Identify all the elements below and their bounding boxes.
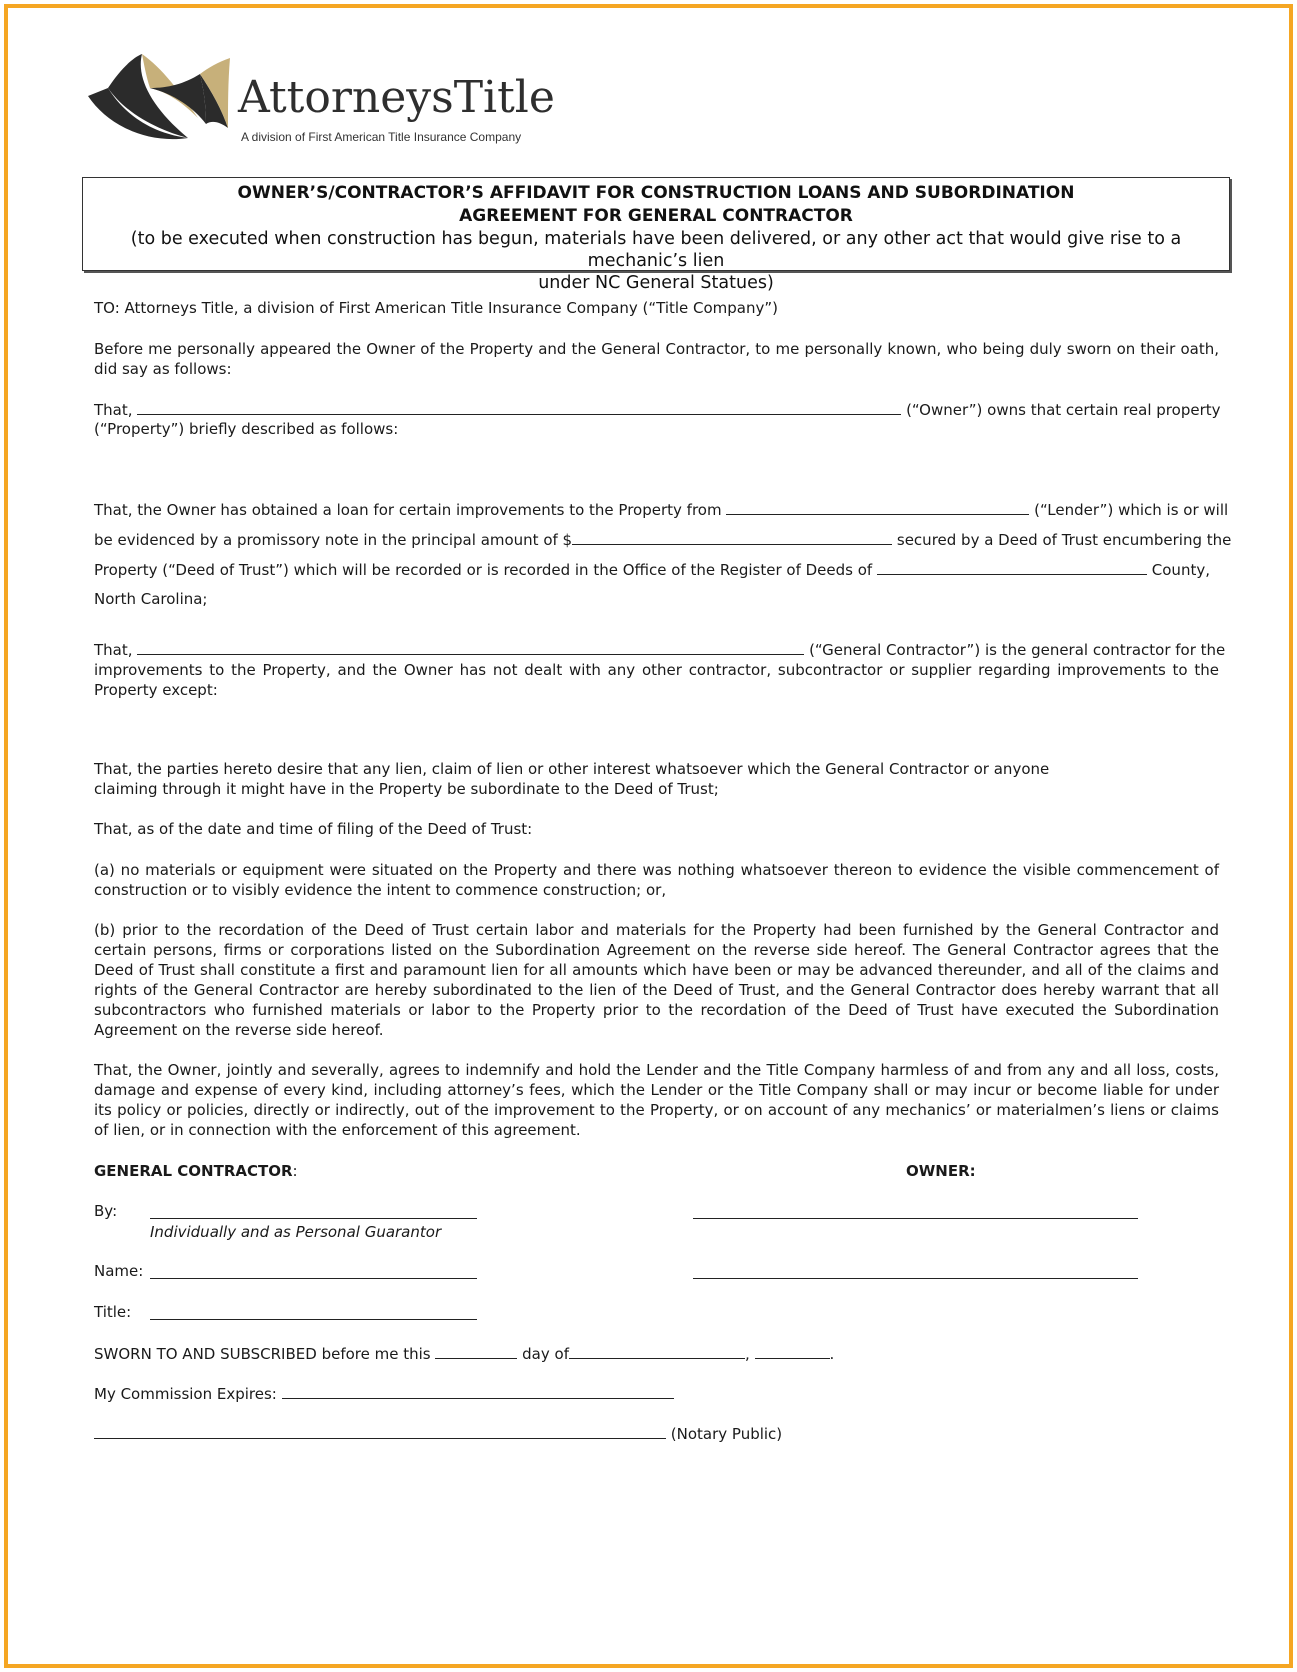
commission-expires-field[interactable] [282, 1383, 674, 1399]
by-caption: Individually and as Personal Guarantor [150, 1223, 442, 1241]
owner-line-2: (“Property”) briefly described as follows: [94, 420, 399, 438]
sworn-line [94, 1343, 1219, 1364]
document-subtitle-line-1: (to be executed when construction has begun, materials have been delivered, or any other act that would give rise to a mechanic’s lien [130, 229, 1182, 271]
owner-signature-line-2[interactable] [693, 1278, 1138, 1279]
title-label: Title: [94, 1303, 132, 1321]
document-subtitle-line-2: under NC General Statues) [538, 273, 774, 293]
gc-suffix: (“General Contractor”) is the general contractor for the [809, 641, 1226, 659]
loan-line-3 [94, 559, 1219, 580]
general-contractor-name-field[interactable] [137, 639, 804, 655]
to-line: TO: Attorneys Title, a division of First American Title Insurance Company (“Title Company”) [94, 299, 779, 317]
document-title-box [82, 177, 1230, 293]
document-page [8, 8, 1289, 1664]
gc-heading-colon: : [292, 1162, 298, 1180]
notary-signature-field[interactable] [94, 1423, 666, 1439]
owner-suffix: (“Owner”) owns that certain real property [906, 401, 1221, 419]
sworn-comma: , [744, 1345, 750, 1363]
logo-tagline: A division of First American Title Insurance Company [241, 130, 522, 144]
page-frame [4, 4, 1293, 1668]
paragraph-a: (a) no materials or equipment were situated on the Property and there was nothing whatsoever thereon to evidence the visible commencement of construction or to visibly evidence the intent to commence construction; or, [94, 861, 1219, 899]
gc-name-line[interactable] [150, 1278, 477, 1279]
county-field[interactable] [877, 559, 1147, 575]
company-logo [88, 48, 568, 158]
sworn-day-of: day of [522, 1345, 569, 1363]
name-label: Name: [94, 1262, 144, 1280]
intro-paragraph: Before me personally appeared the Owner of the Property and the General Contractor, to me personally known, who being duly sworn on their oath, did say as follows: [94, 340, 1219, 378]
principal-amount-field[interactable] [572, 529, 892, 545]
gc-prefix: That, [94, 641, 133, 659]
loan-line-3-suffix: County, [1151, 561, 1210, 579]
document-title-line-1: OWNER’S/CONTRACTOR’S AFFIDAVIT FOR CONSTRUCTION LOANS AND SUBORDINATION [237, 183, 1075, 203]
lender-name-field[interactable] [726, 499, 1029, 515]
loan-line-3-prefix: Property (“Deed of Trust”) which will be recorded or is recorded in the Office of the Register of Deeds of [94, 561, 873, 579]
as-of-line: That, as of the date and time of filing of the Deed of Trust: [94, 820, 533, 838]
gc-signature-heading [94, 1161, 494, 1181]
commission-label: My Commission Expires: [94, 1385, 277, 1403]
notary-label: (Notary Public) [670, 1425, 783, 1443]
sworn-prefix: SWORN TO AND SUBSCRIBED before me this [94, 1345, 431, 1363]
logo-mark-icon [88, 48, 238, 148]
subordinate-line-1: That, the parties hereto desire that any lien, claim of lien or other interest whatsoever which the General Contractor or anyone [94, 760, 1050, 778]
gc-by-signature-line[interactable] [150, 1218, 477, 1219]
notary-line [94, 1423, 1219, 1444]
owner-prefix: That, [94, 401, 133, 419]
gc-line-1 [94, 639, 1226, 660]
indemnify-paragraph: That, the Owner, jointly and severally, agrees to indemnify and hold the Lender and the Title Company harmless of and from any and all loss, costs, damage and expense of every kind, including attorney’s fees, which the Lender or the Title Company shall or may incur or become liable for under its policy or policies, directly or indirectly, out of the improvement to the Property, or on account of any mechanics’ or materialmen’s liens or claims of lien, or in connection with the enforcement of this agreement. [94, 1061, 1219, 1139]
logo-name: AttorneysTitle [238, 72, 555, 123]
loan-line-2-suffix: secured by a Deed of Trust encumbering the [896, 531, 1232, 549]
document-title-line-2: AGREEMENT FOR GENERAL CONTRACTOR [459, 206, 853, 226]
gc-title-line[interactable] [150, 1319, 477, 1320]
sworn-month-field[interactable] [569, 1343, 745, 1359]
owner-signature-line-1[interactable] [693, 1218, 1138, 1219]
loan-line-1-suffix: (“Lender”) which is or will [1034, 501, 1229, 519]
gc-paragraph-rest: improvements to the Property, and the Owner has not dealt with any other contractor, subcontractor or supplier regarding improvements to the Property except: [94, 661, 1219, 699]
subordinate-line-2: claiming through it might have in the Property be subordinate to the Deed of Trust; [94, 780, 719, 798]
sworn-year-field[interactable] [755, 1343, 830, 1359]
owner-line [94, 399, 1219, 420]
loan-line-4: North Carolina; [94, 590, 208, 608]
by-label: By: [94, 1202, 118, 1220]
commission-line [94, 1383, 1219, 1404]
sworn-period: . [829, 1345, 835, 1363]
paragraph-b: (b) prior to the recordation of the Deed of Trust certain labor and materials for the Property had been furnished by the General Contractor and certain persons, firms or corporations listed on the Subordination Agreement on the reverse side hereof. The General Contractor agrees that the Deed of Trust shall constitute a first and paramount lien for all amounts which have been or may be advanced thereunder, and all of the claims and rights of the General Contractor are hereby subordinated to the lien of the Deed of Trust, and the General Contractor does hereby warrant that all subcontractors who furnished materials or labor to the Property prior to the recordation of the Deed of Trust have executed the Subordination Agreement on the reverse side hereof. [94, 921, 1219, 1039]
loan-line-1-prefix: That, the Owner has obtained a loan for certain improvements to the Property from [94, 501, 722, 519]
loan-line-2 [94, 529, 1232, 550]
owner-name-field[interactable] [137, 399, 901, 415]
loan-line-1 [94, 499, 1229, 520]
loan-line-2-prefix: be evidenced by a promissory note in the principal amount of $ [94, 531, 573, 549]
gc-heading-text: GENERAL CONTRACTOR [94, 1162, 293, 1180]
owner-signature-heading: OWNER: [906, 1162, 976, 1180]
sworn-day-field[interactable] [435, 1343, 517, 1359]
